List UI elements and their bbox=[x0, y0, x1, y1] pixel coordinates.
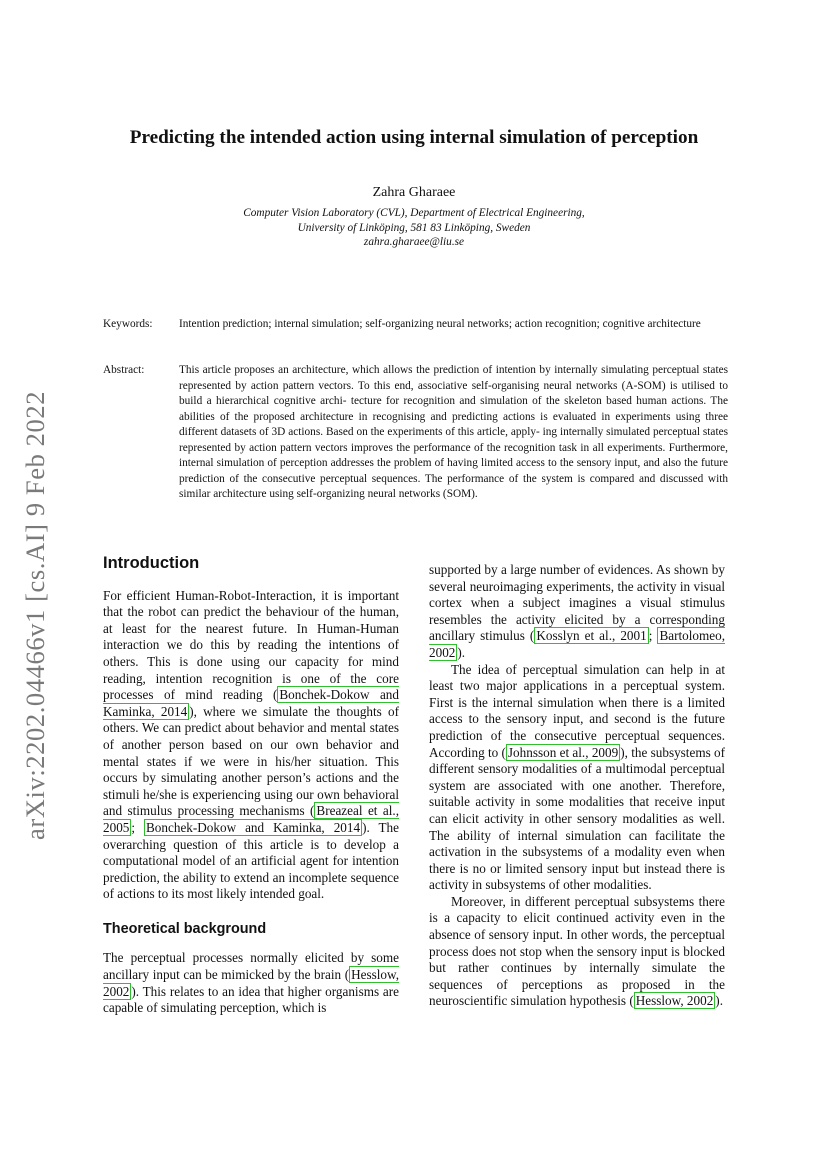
author-email: zahra.gharaee@liu.se bbox=[363, 236, 465, 249]
left-column bbox=[103, 555, 399, 1017]
citation-link[interactable]: Kosslyn et al., 2001 bbox=[536, 628, 647, 644]
author-name: Zahra Gharaee bbox=[372, 185, 456, 200]
author-affiliation bbox=[150, 206, 678, 250]
citation-link[interactable]: Hesslow, 2002 bbox=[103, 967, 399, 999]
citation-link[interactable]: Bartolomeo, 2002 bbox=[429, 628, 725, 660]
introduction-paragraph: For efficient Human-Robot-Interaction, it is important that the robot can predict the behaviour of the human, at least for the nearest future. In Human-Human interaction we do this by reading the intentions of others. This is done using our capacity for mind reading, intention recognition is one of the core processes of mind reading ( Bonchek-Dokow and Kaminka, 2014 ), where we simulate the thoughts of others. We can predict about behavior and mental states of another person based on our own behavior and mental states if we were in his/her situation. This occurs by simulating another person’s actions and the stimuli he/she is experiencing using our own behavioral and stimulus processing mechanisms ( Breazeal et al., 2005 ; Bonchek-Dokow and Kaminka, 2014 ). The overarching question of this article is to develop a computational model of an artificial agent for intention prediction, the ability to extend an incomplete sequence of actions to its most likely intended goal. bbox=[103, 587, 399, 902]
keywords-block bbox=[103, 317, 728, 333]
right-column bbox=[429, 562, 725, 1010]
abstract-block bbox=[103, 363, 728, 503]
abstract-text: This article proposes an architecture, which allows the prediction of intention by internally simulating perceptual states represented by action pattern vectors. To this end, associative self-organising neural networks (A-SOM) is utilised to build a hierarchical cognitive archi- tecture for recognition and simulation of the skeleton based human actions. The abilities of the proposed architecture in recognising and predicting actions is evaluated in experiments using three different datasets of 3D actions. Based on the experiments of this article, apply- ing internally simulated perceptual states represented by action pattern vectors improves the performance of the recognition task in all experiments. Furthermore, internal simulation of perception addresses the problem of having limited access to the sensory input, and also the future prediction of the consecutive perceptual sequences. The performance of the system is compared and discussed with similar architecture using self-organizing neural networks (SOM). bbox=[179, 364, 728, 500]
abstract-label: Abstract: bbox=[103, 364, 145, 376]
keywords-label: Keywords: bbox=[103, 318, 153, 330]
right-paragraph-2: The idea of perceptual simulation can help in at least two major applications in a perceptual system. First is the internal simulation when there is a limited access to the sensory input, and second is the future prediction of the consecutive perceptual sequences. According to ( Johnsson et al., 2009 ), the subsystems of different sensory modalities of a multimodal perceptual system are associated with one another. Therefore, suitable activity in some modalities that receive input can elicit activity in other sensory modalities as well. The ability of internal simulation can facilitate the activation in the subsystems of a modality even when there is no or limited sensory input but instead there is activity in subsystems of other modalities. bbox=[429, 661, 726, 893]
citation-link[interactable]: Breazeal et al., 2005 bbox=[103, 803, 399, 835]
affiliation-line-2: University of Linköping, 581 83 Linköping, Sweden bbox=[297, 221, 531, 234]
citation-link[interactable]: Johnsson et al., 2009 bbox=[507, 744, 619, 760]
arxiv-side-stamp: arXiv:2202.04466v1 [cs.AI] 9 Feb 2022 bbox=[20, 390, 50, 840]
theoretical-background-paragraph: The perceptual processes normally elicited by some ancillary input can be mimicked by the brain ( Hesslow, 2002 ). This relates to an idea that higher organisms are capable of simulating perception, which is bbox=[103, 950, 399, 1016]
affiliation-line-1: Computer Vision Laboratory (CVL), Department of Electrical Engineering, bbox=[243, 207, 585, 219]
theoretical-background-heading: Theoretical background bbox=[103, 920, 267, 937]
paper-title: Predicting the intended action using internal simulation of perception bbox=[129, 127, 699, 148]
citation-link[interactable]: Bonchek-Dokow and Kaminka, 2014 bbox=[103, 687, 399, 719]
citation-link[interactable]: Hesslow, 2002 bbox=[635, 993, 714, 1009]
keywords-text: Intention prediction; internal simulation; self-organizing neural networks; action recognition; cognitive architecture bbox=[179, 318, 701, 330]
citation-link[interactable]: Bonchek-Dokow and Kaminka, 2014 bbox=[146, 819, 361, 835]
right-paragraph-1: supported by a large number of evidences. As shown by several neuroimaging experiments, the activity in visual cortex when a subject imagines a visual stimulus resembles the activity elicited by a corresponding ancillary stimulus ( Kosslyn et al., 2001 ; Bartolomeo, 2002 ). bbox=[429, 562, 725, 660]
right-paragraph-3: Moreover, in different perceptual subsystems there is a capacity to elicit continued activity even in the absence of sensory input. In other words, the perceptual process does not stop when the sensory input is blocked but rather continues by internally simulate the sequences of perceptions as proposed in the neuroscientific simulation hypothesis ( Hesslow, 2002 ). bbox=[429, 893, 725, 1009]
introduction-heading: Introduction bbox=[103, 554, 200, 572]
